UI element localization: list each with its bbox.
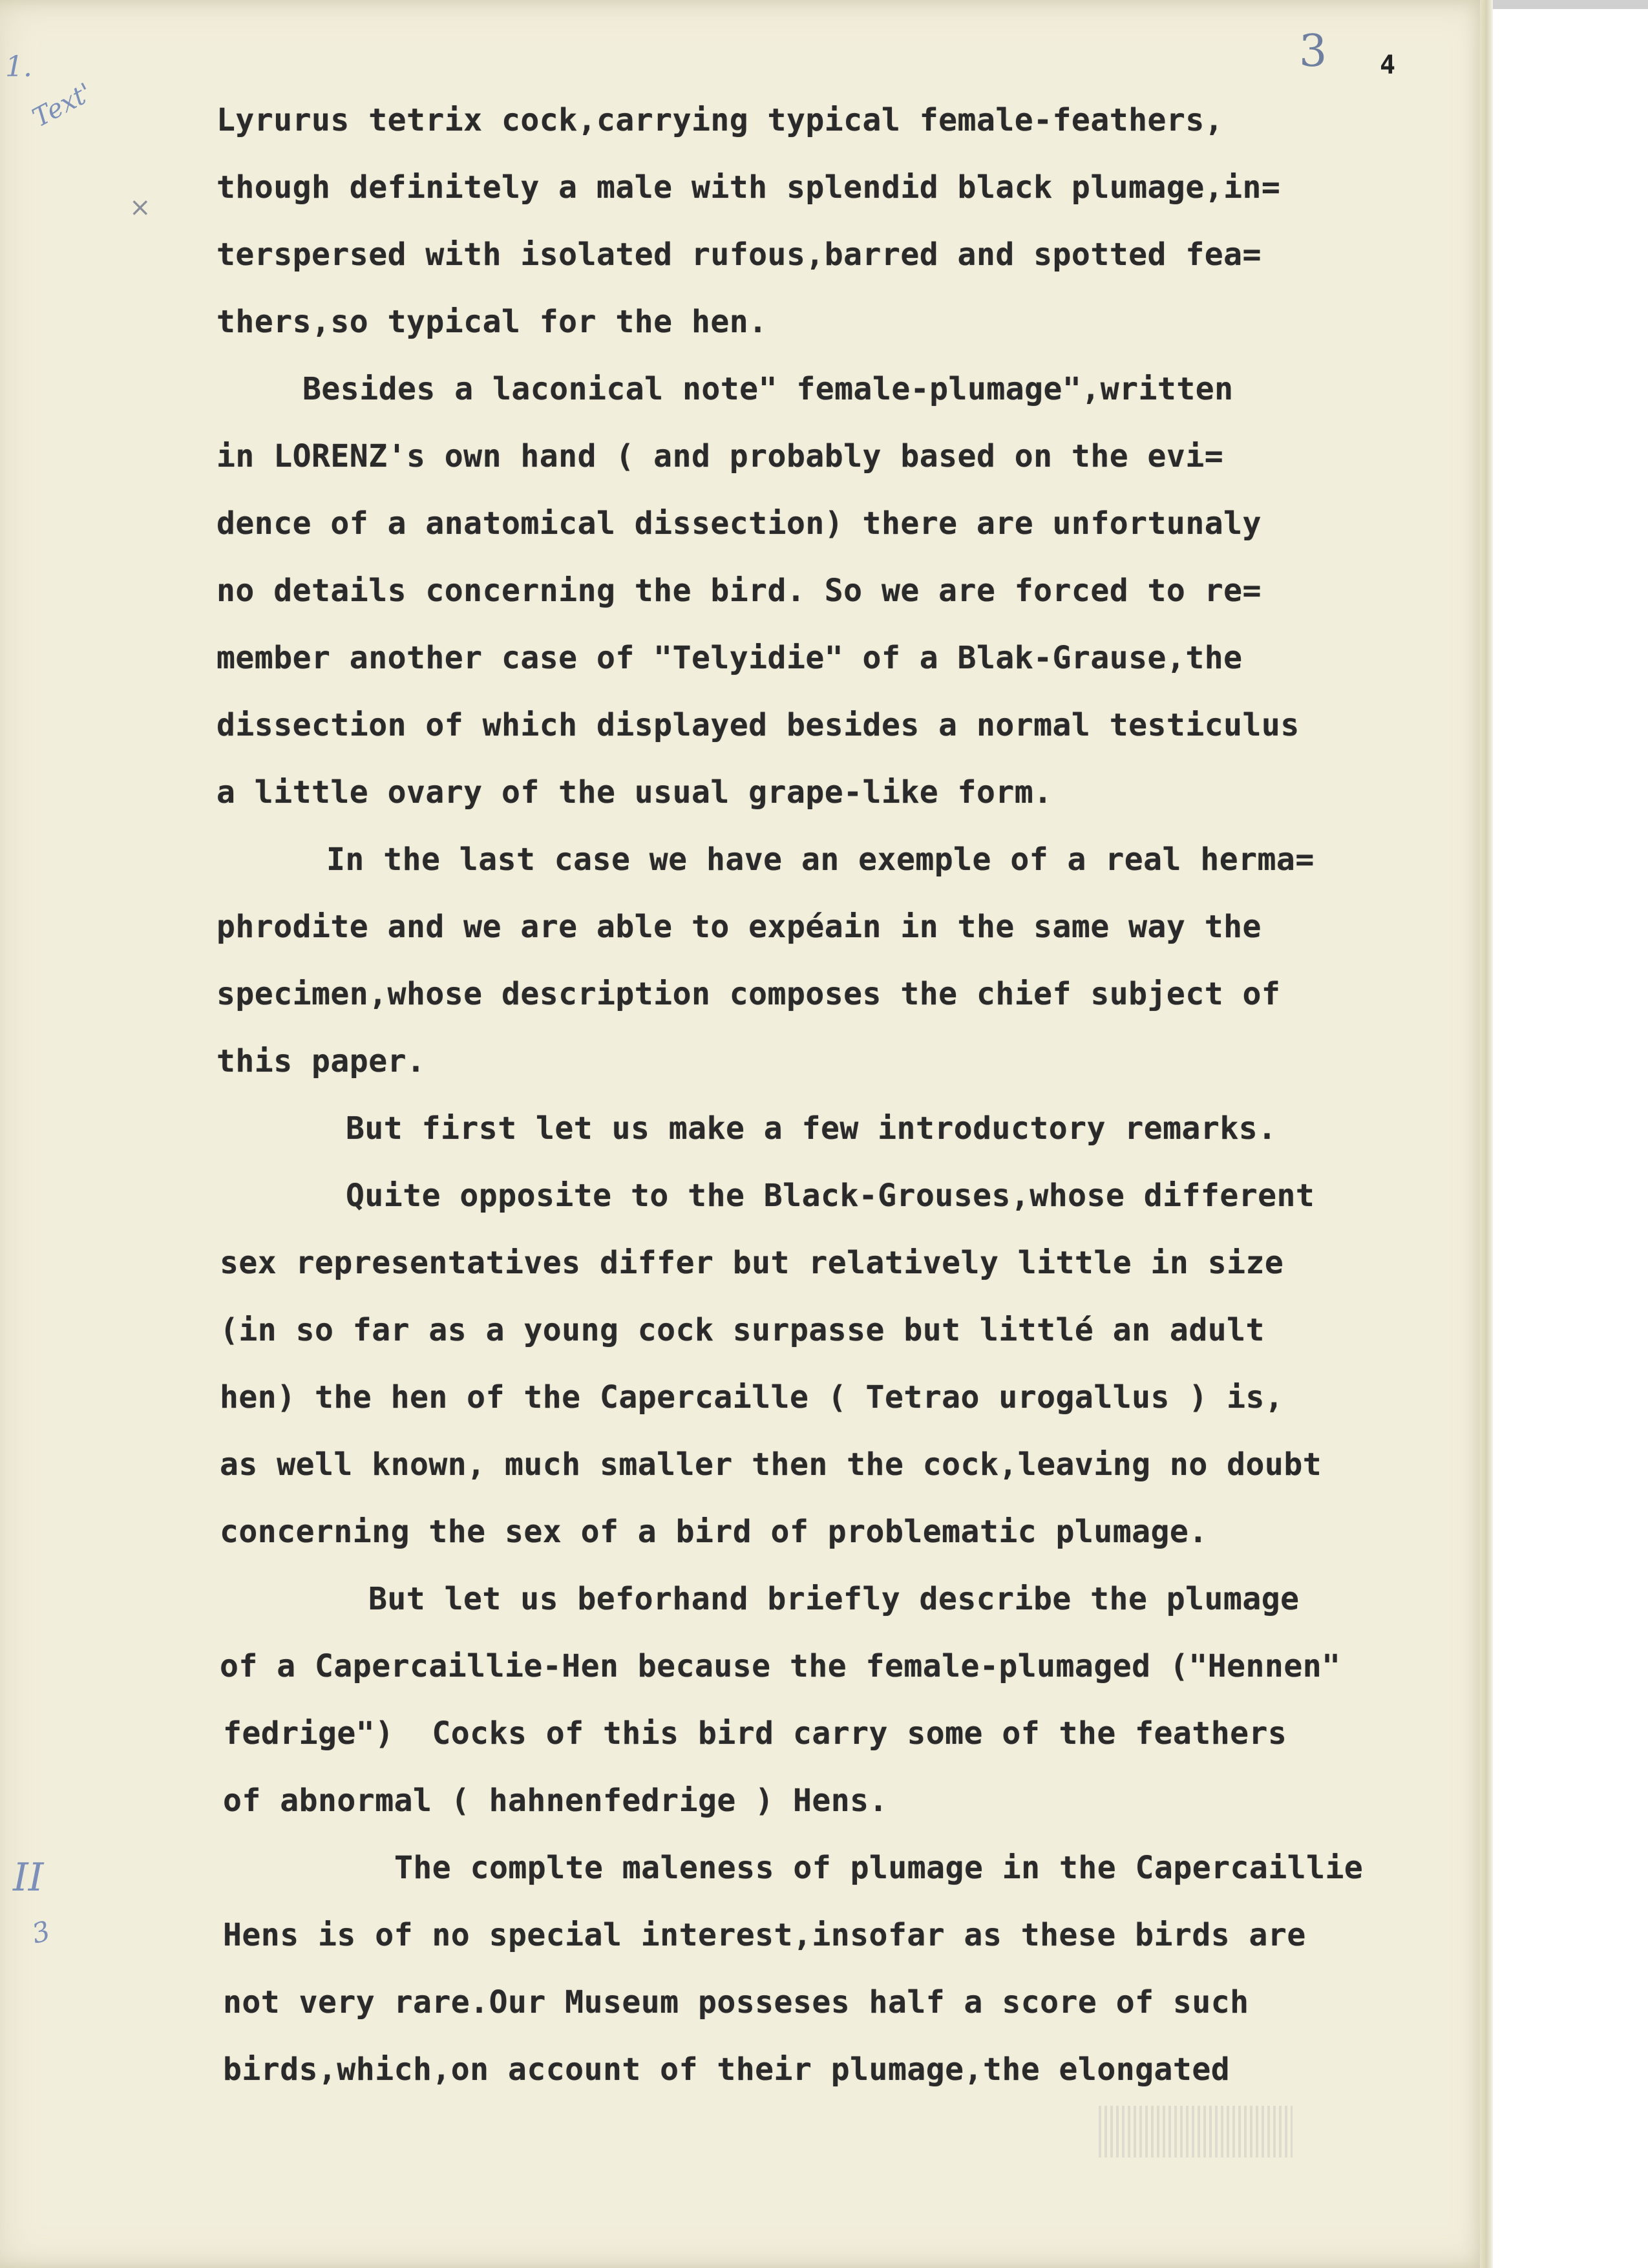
text-line: But let us beforhand briefly describe the plumage (368, 1581, 1300, 1617)
margin-note-number: 1. (5, 50, 32, 83)
text-line: The complte maleness of plumage in the Capercaillie (394, 1850, 1364, 1886)
text-line: Quite opposite to the Black-Grouses,whose different (346, 1178, 1315, 1214)
text-line: dence of a anatomical dissection) there are unfortunaly (217, 505, 1262, 542)
text-line: Besides a laconical note" female-plumage",written (302, 371, 1234, 407)
text-line: terspersed with isolated rufous,barred and spotted fea= (217, 237, 1262, 273)
text-line: as well known, much smaller then the cock,leaving no doubt (220, 1447, 1322, 1483)
page-edge (1480, 0, 1493, 2268)
margin-note-roman: II (13, 1855, 44, 1900)
text-line: concerning the sex of a bird of problematic plumage. (220, 1514, 1208, 1550)
text-line: dissection of which displayed besides a normal testiculus (217, 707, 1300, 743)
text-line: no details concerning the bird. So we are forced to re= (217, 573, 1262, 609)
text-line: Lyrurus tetrix cock,carrying typical female-feathers, (217, 102, 1224, 138)
text-line: (in so far as a young cock surpasse but littlé an adult (220, 1312, 1265, 1348)
scanner-background (1493, 0, 1648, 9)
text-line: sex representatives differ but relatively little in size (220, 1245, 1284, 1281)
text-line: of a Capercaillie-Hen because the female-plumaged ("Hennen" (220, 1648, 1341, 1684)
pencil-page-number: 3 (1299, 26, 1327, 77)
text-line: this paper. (217, 1043, 426, 1079)
margin-note-text: Text' (27, 77, 98, 134)
text-line: Hens is of no special interest,insofar as these birds are (223, 1917, 1306, 1953)
text-line: In the last case we have an exemple of a real herma= (326, 842, 1315, 878)
text-line: fedrige") Cocks of this bird carry some of the feathers (223, 1715, 1287, 1752)
margin-note-digit: 3 (28, 1914, 54, 1950)
typed-page-number: 4 (1380, 50, 1396, 80)
text-line: phrodite and we are able to expéain in the same way the (217, 909, 1262, 945)
text-line: not very rare.Our Museum posseses half a score of such (223, 1984, 1249, 2020)
text-line: of abnormal ( hahnenfedrige ) Hens. (223, 1783, 888, 1819)
text-line: specimen,whose description composes the chief subject of (217, 976, 1281, 1012)
text-line: hen) the hen of the Capercaille ( Tetrao urogallus ) is, (220, 1379, 1284, 1415)
text-line: in LORENZ's own hand ( and probably based on the evi= (217, 438, 1224, 474)
text-line: birds,which,on account of their plumage,the elongated (223, 2051, 1231, 2088)
text-line: But first let us make a few introductory remarks. (346, 1110, 1277, 1147)
margin-cross-mark: × (129, 193, 151, 222)
text-line: member another case of "Telyidie" of a Blak-Grause,the (217, 640, 1243, 676)
text-line: though definitely a male with splendid black plumage,in= (217, 169, 1281, 206)
text-line: a little ovary of the usual grape-like form. (217, 774, 1053, 811)
faded-stamp (1099, 2106, 1293, 2157)
text-line: thers,so typical for the hen. (217, 304, 768, 340)
